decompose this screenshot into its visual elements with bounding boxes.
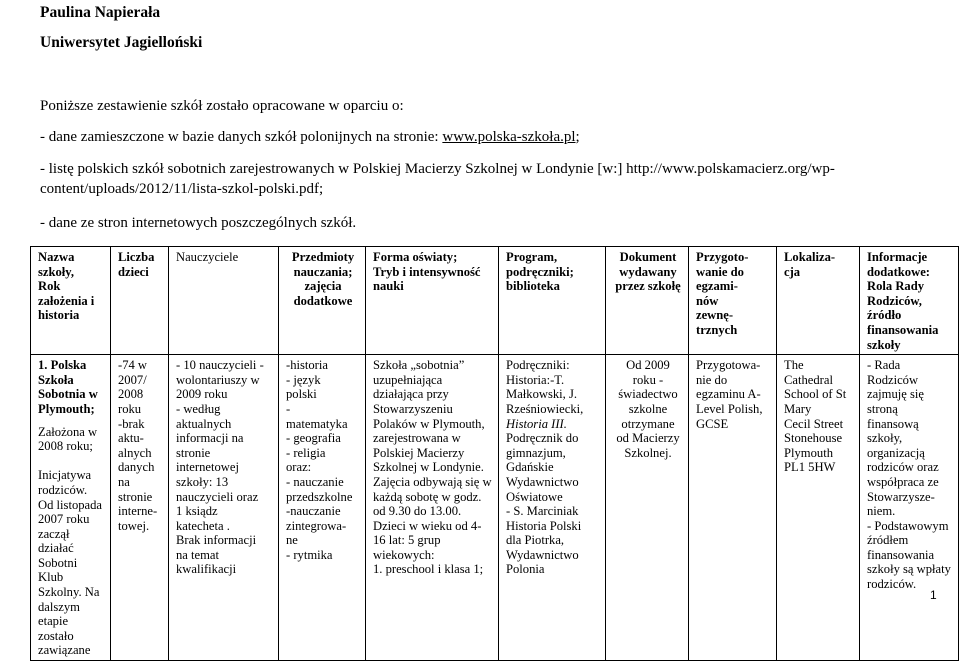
- header-cell: [169, 247, 279, 355]
- text-line: biblioteka: [506, 279, 560, 294]
- text-line: współpraca ze: [867, 474, 939, 489]
- table-row: [31, 355, 959, 661]
- text-line: podręczniki;: [506, 264, 574, 279]
- author-name: Paulina Napierała: [40, 4, 161, 21]
- text-line: zewnę-: [696, 308, 734, 323]
- text-line: - nauczanie: [286, 474, 344, 489]
- text-line: - S. Marciniak: [506, 504, 579, 519]
- text-line: Tryb i intensywność: [373, 264, 481, 279]
- text-line: nie do: [696, 372, 728, 387]
- source-1-suffix: ;: [575, 129, 580, 145]
- text-line: Szkoła „sobotnia”: [373, 358, 465, 373]
- text-line: informacji na: [176, 431, 244, 446]
- text-line: Wydawnictwo: [506, 474, 579, 489]
- text-line: wolontariuszy w: [176, 372, 260, 387]
- text-line: 2007/: [118, 372, 147, 387]
- text-line: Rola Rady: [867, 279, 925, 294]
- text-line: polski: [286, 387, 317, 402]
- text-line: dalszym etapie: [38, 599, 80, 629]
- school-history: [38, 425, 105, 659]
- text-line: finansowania: [867, 547, 935, 562]
- text-line: Gdańskie: [506, 460, 554, 475]
- schools-table: [30, 246, 959, 661]
- header-cell: [366, 247, 499, 355]
- text-line: -brak: [118, 416, 145, 431]
- text-line: Program,: [506, 250, 558, 264]
- program-cell: [499, 355, 606, 661]
- text-line: 1. preschool i klasa 1;: [373, 562, 484, 577]
- text-line: szkoły: 13: [176, 474, 229, 489]
- text-line: zostało zawiązane: [38, 628, 91, 658]
- text-line: - Rada Rodziców: [867, 358, 919, 387]
- text-line: dodatkowe:: [867, 264, 930, 279]
- text-line: zajmuję się stroną: [867, 387, 924, 416]
- university-name: Uniwersytet Jagielloński: [40, 34, 203, 51]
- text-line: wiekowych:: [373, 547, 435, 562]
- text-line: stronie: [118, 489, 153, 504]
- text-line: wydawany: [619, 264, 677, 279]
- text-line: roku -: [632, 372, 664, 387]
- source-item-1: [40, 127, 580, 147]
- text-line: Podręczniki:: [506, 358, 570, 373]
- text-line: Szkolnej.: [624, 445, 672, 460]
- header-cell: [279, 247, 366, 355]
- header-cell: [777, 247, 860, 355]
- text-line: Przygoto-: [696, 250, 749, 264]
- text-line: 1 ksiądz: [176, 504, 218, 519]
- text-line: działać Sobotni: [38, 541, 78, 570]
- text-line: Podręcznik do: [506, 431, 579, 446]
- intro-text: Poniższe zestawienie szkół zostało opracowane w oparciu o:: [40, 98, 404, 114]
- text-line: -nauczanie: [286, 504, 341, 519]
- text-line: Historia Polski: [506, 518, 582, 533]
- text-line: Od listopada: [38, 497, 103, 512]
- subjects-cell: [279, 355, 366, 661]
- text-line: PL1 5HW: [784, 460, 836, 475]
- text-line: Zajęcia odbywają się w: [373, 474, 492, 489]
- text-line: Stonehouse: [784, 431, 843, 446]
- text-line: finansową szkoły,: [867, 416, 919, 446]
- text-line: stronie: [176, 445, 211, 460]
- text-line: rodziców.: [38, 482, 88, 497]
- text-line: dodatkowe: [293, 293, 353, 308]
- text-line: Sobotnia w: [38, 387, 98, 402]
- text-line: - według: [176, 401, 221, 416]
- text-line: Mary: [784, 401, 812, 416]
- text-line: matematyka: [286, 416, 348, 431]
- text-line: Nazwa szkoły,: [38, 250, 75, 279]
- text-line: 1. Polska Szkoła: [38, 358, 87, 387]
- header-cell: [31, 247, 111, 355]
- text-line: na temat: [176, 547, 220, 562]
- text-line: nauki: [373, 279, 404, 294]
- text-line: Założona w: [38, 424, 98, 439]
- text-line: świadectwo: [618, 387, 678, 402]
- text-line: Dokument: [619, 250, 677, 264]
- text-line: Polskiej Macierzy: [373, 445, 465, 460]
- text-line: egzami-: [696, 279, 738, 294]
- additional-info-cell: [860, 355, 959, 661]
- text-line: Inicjatywa: [38, 468, 92, 483]
- text-line: Lokaliza-: [784, 250, 836, 264]
- text-line: danych: [118, 460, 155, 475]
- text-line: The: [784, 358, 804, 373]
- text-line: każdą sobotę w godz.: [373, 489, 482, 504]
- text-line: 2009 roku: [176, 387, 228, 402]
- text-line: katecheta .: [176, 518, 230, 533]
- text-line: interne-: [118, 504, 158, 519]
- text-line: nauczycieli oraz: [176, 489, 259, 504]
- table-header-row: [31, 247, 959, 355]
- source-item-2: - listę polskich szkół sobotnich zarejestrowanych w Polskiej Macierzy Szkolnej w Londynie [w:] http://www.polskamacierz.org/wp-content/uploads/2012/11/lista-szkol-polski.pdf;: [40, 161, 835, 197]
- text-line: rodziców oraz: [867, 460, 939, 475]
- header-cell: [860, 247, 959, 355]
- text-line: -: [286, 401, 291, 416]
- exam-prep-cell: [689, 355, 777, 661]
- text-line: egzaminu A-: [696, 387, 761, 402]
- source-1-link[interactable]: www.polska-szkoła.pl: [442, 129, 576, 145]
- text-line: towej.: [118, 518, 150, 533]
- text-line: Rodziców,: [867, 293, 922, 308]
- text-line: 2008: [118, 387, 144, 402]
- text-line: - język: [286, 372, 321, 387]
- text-line: działająca przy: [373, 387, 449, 402]
- text-line: historia: [38, 308, 80, 323]
- text-line: Cathedral: [784, 372, 833, 387]
- children-count-cell: [111, 355, 169, 661]
- document-cell: [606, 355, 689, 661]
- text-line: Klub Szkolny. Na: [38, 570, 100, 600]
- text-line: nów: [696, 293, 719, 308]
- text-line: - rytmika: [286, 547, 333, 562]
- text-line: uzupełniająca: [373, 372, 443, 387]
- text-line: roku: [118, 401, 142, 416]
- text-line: szkolne: [628, 401, 668, 416]
- text-line: gimnazjum,: [506, 445, 566, 460]
- text-line: Rześniowiecki,: [506, 401, 584, 416]
- text-line: aktu-: [118, 431, 144, 446]
- header-cell: [689, 247, 777, 355]
- text-line: zarejestrowana w: [373, 431, 461, 446]
- text-line: trznych: [696, 322, 738, 337]
- school-title: [38, 358, 105, 416]
- text-line: wanie do: [696, 264, 744, 279]
- text-line: Przygotowa-: [696, 358, 761, 373]
- text-line: niem.: [867, 504, 896, 519]
- text-line: finansowania: [867, 322, 939, 337]
- text-line: Level Polish,: [696, 401, 763, 416]
- text-line: Dzieci w wieku od 4-: [373, 518, 482, 533]
- text-line: Przedmioty: [291, 250, 355, 264]
- text-line: otrzymane: [621, 416, 675, 431]
- text-line: kwalifikacji: [176, 562, 237, 577]
- text-line: Polonia: [506, 562, 545, 577]
- text-line: Szkolnej w Londynie.: [373, 460, 484, 475]
- text-line: 2007 roku zaczął: [38, 512, 90, 541]
- education-form-cell: [366, 355, 499, 661]
- location-cell: [777, 355, 860, 661]
- text-line: Forma oświaty;: [373, 250, 458, 264]
- text-line: - religia: [286, 445, 326, 460]
- source-1-prefix: - dane zamieszczone w bazie danych szkół polonijnych na stronie:: [40, 129, 443, 145]
- text-line: -74 w: [118, 358, 148, 373]
- text-line: - geografia: [286, 431, 341, 446]
- text-line: alnych: [118, 445, 152, 460]
- text-line: - Podstawowym: [867, 518, 949, 533]
- text-line: Informacje: [867, 250, 928, 264]
- text-line: organizacją: [867, 445, 925, 460]
- text-line: źródłem: [867, 533, 909, 548]
- text-line: School of St: [784, 387, 847, 402]
- text-line: Od 2009: [626, 358, 670, 373]
- text-line: Oświatowe: [506, 489, 563, 504]
- text-line: zajęcia: [304, 279, 342, 294]
- text-line: zintegrowa-: [286, 518, 347, 533]
- text-line: od 9.30 do 13.00.: [373, 504, 462, 519]
- text-line: 16 lat: 5 grup: [373, 533, 441, 548]
- text-line: internetowej: [176, 460, 239, 475]
- text-line: Liczba: [118, 250, 155, 264]
- text-line: Stowarzyszeniu: [373, 401, 453, 416]
- page-number: 1: [930, 588, 937, 602]
- text-line: ne: [286, 533, 298, 548]
- text-line: Plymouth;: [38, 401, 95, 416]
- text-line: Historia:-T.: [506, 372, 565, 387]
- text-line: aktualnych: [176, 416, 232, 431]
- text-line: Plymouth: [784, 445, 833, 460]
- text-line: cja: [784, 264, 801, 279]
- text-line: szkoły są wpłaty: [867, 562, 951, 577]
- text-line: Wydawnictwo: [506, 547, 579, 562]
- school-name-cell: [31, 355, 111, 661]
- header-cell: [499, 247, 606, 355]
- teachers-cell: [169, 355, 279, 661]
- text-line: przedszkolne: [286, 489, 353, 504]
- text-line: dla Piotrka,: [506, 533, 565, 548]
- text-line: Cecil Street: [784, 416, 844, 431]
- source-item-3: - dane ze stron internetowych poszczególnych szkół.: [40, 215, 357, 231]
- text-line: rodziców.: [867, 577, 917, 592]
- text-line: nauczania;: [293, 264, 353, 279]
- text-line: -historia: [286, 358, 328, 373]
- text-line: GCSE: [696, 416, 729, 431]
- text-line: Polaków w Plymouth,: [373, 416, 485, 431]
- text-line: 2008 roku;: [38, 439, 93, 454]
- text-line: dzieci: [118, 264, 149, 279]
- text-line: szkoły: [867, 337, 901, 352]
- text-line: - 10 nauczycieli -: [176, 358, 264, 373]
- text-line: źródło: [867, 308, 902, 323]
- text-line: [38, 454, 105, 469]
- text-line: Historia III.: [506, 416, 567, 431]
- text-line: oraz:: [286, 460, 312, 475]
- text-line: przez szkołę: [615, 279, 681, 294]
- text-line: Brak informacji: [176, 533, 257, 548]
- text-line: od Macierzy: [616, 431, 680, 446]
- text-line: Nauczyciele: [176, 250, 239, 264]
- text-line: Rok założenia i: [38, 279, 95, 308]
- header-cell: [606, 247, 689, 355]
- header-cell: [111, 247, 169, 355]
- text-line: Stowarzysze-: [867, 489, 935, 504]
- text-line: na: [118, 474, 130, 489]
- text-line: Małkowski, J.: [506, 387, 578, 402]
